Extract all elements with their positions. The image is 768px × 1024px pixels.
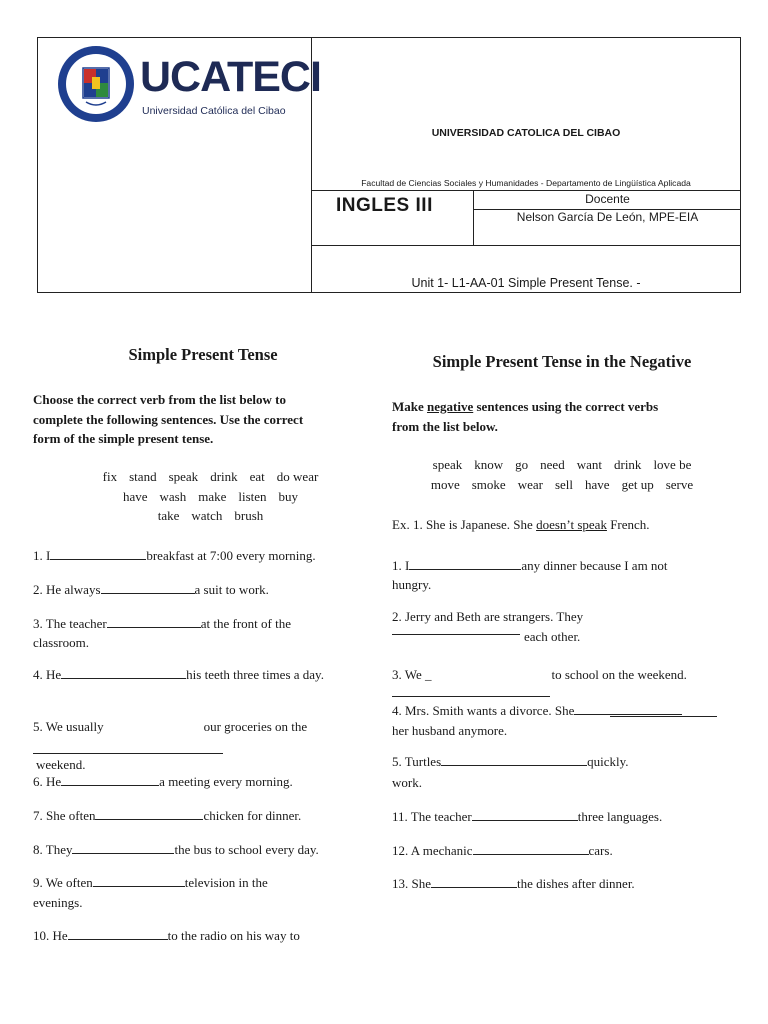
answer-blank[interactable]: [95, 807, 203, 820]
university-title: UNIVERSIDAD CATOLICA DEL CIBAO: [431, 127, 621, 139]
exercise-item: 9. We often television in the: [33, 875, 268, 890]
header-rule-1: [311, 190, 741, 191]
word-bank-item: watch: [191, 508, 223, 523]
left-word-bank: [33, 467, 388, 526]
word-bank-item: fix: [102, 469, 118, 484]
word-bank-item: smoke: [471, 476, 506, 492]
word-bank-item: do wear: [276, 469, 319, 484]
header-rule-3: [311, 245, 741, 246]
answer-blank[interactable]: [50, 547, 146, 560]
exercise-item: 5. Turtles quickly.: [392, 754, 629, 769]
exercise-item: 1. I breakfast at 7:00 every morning.: [33, 548, 316, 563]
exercise-item: 4. Mrs. Smith wants a divorce. She: [392, 701, 682, 721]
exercise-item: 1. I any dinner because I am not: [392, 558, 668, 573]
example-sentence: Ex. 1. She is Japanese. She doesn’t speak French.: [392, 517, 650, 532]
answer-blank[interactable]: [61, 666, 186, 679]
university-logo: [56, 44, 321, 126]
exercise-item: 2. He always a suit to work.: [33, 582, 269, 597]
right-word-bank: [392, 455, 732, 494]
answer-blank[interactable]: [68, 927, 168, 940]
seal-icon: [56, 44, 136, 124]
exercise-item: 5. We usually our groceries on the: [33, 719, 308, 734]
faculty-line: Facultad de Ciencias Sociales y Humanidades - Departamento de Lingüística Aplicada: [361, 178, 691, 188]
word-bank-item: buy: [278, 488, 299, 504]
answer-blank[interactable]: [574, 702, 682, 715]
answer-blank[interactable]: [392, 633, 520, 635]
word-bank-item: listen: [238, 488, 267, 504]
word-bank-item: eat: [249, 469, 265, 484]
word-bank-item: sell: [554, 476, 574, 492]
word-bank-item: love be: [653, 457, 692, 472]
word-bank-item: brush: [234, 508, 264, 523]
docente-label: Docente: [585, 192, 630, 206]
exercise-item: 2. Jerry and Beth are strangers. They: [392, 609, 584, 624]
word-bank-item: have: [585, 476, 610, 492]
word-bank-item: know: [474, 457, 504, 472]
exercise-item: 12. A mechanic cars.: [392, 843, 613, 858]
answer-blank[interactable]: [61, 773, 159, 786]
exercise-item-continuation: work.: [392, 775, 422, 790]
left-instructions: Choose the correct verb from the list below to complete the following sentences. Use the correct form of the simple present tense.: [33, 392, 304, 446]
answer-blank[interactable]: [33, 752, 223, 754]
word-bank-item: get up: [621, 476, 654, 492]
word-bank-item: drink: [613, 457, 642, 472]
answer-blank[interactable]: [93, 874, 185, 887]
word-bank-item: move: [430, 476, 460, 492]
exercise-item: 8. They the bus to school every day.: [33, 842, 319, 857]
word-bank-item: speak: [432, 457, 463, 472]
word-bank-item: want: [576, 457, 602, 472]
right-instructions: Make negative sentences using the correct verbs from the list below.: [392, 399, 659, 434]
answer-blank[interactable]: [472, 808, 578, 821]
word-bank-item: need: [540, 457, 565, 472]
answer-blank[interactable]: [107, 615, 201, 628]
answer-blank[interactable]: [101, 581, 195, 594]
answer-blank[interactable]: [409, 557, 521, 570]
exercise-item: 10. He to the radio on his way to: [33, 928, 300, 943]
exercise-item-continuation: evenings.: [33, 895, 83, 910]
brand-subtitle: Universidad Católica del Cibao: [142, 105, 286, 117]
exercise-item-continuation: classroom.: [33, 635, 89, 650]
word-bank-item: make: [198, 488, 227, 504]
exercise-item-continuation: each other.: [524, 629, 581, 644]
unit-title: Unit 1- L1-AA-01 Simple Present Tense. -: [411, 276, 641, 290]
word-bank-item: speak: [168, 469, 199, 484]
word-bank-item: stand: [129, 469, 157, 484]
word-bank-item: wash: [159, 488, 187, 504]
course-title: INGLES III: [336, 195, 433, 216]
word-bank-item: have: [122, 488, 148, 504]
exercise-item-continuation: weekend.: [36, 757, 86, 772]
answer-blank[interactable]: [610, 715, 717, 717]
exercise-item: 13. She the dishes after dinner.: [392, 876, 635, 891]
word-bank-item: wear: [517, 476, 543, 492]
answer-blank[interactable]: [431, 875, 517, 888]
exercise-item: 3. We _ to school on the weekend.: [392, 667, 687, 682]
teacher-name: Nelson García De León, MPE-EIA: [516, 210, 699, 224]
exercise-item: 7. She often chicken for dinner.: [33, 808, 302, 823]
header-box: [37, 37, 741, 293]
left-section-title: Simple Present Tense: [128, 345, 278, 364]
exercise-item: 3. The teacher at the front of the: [33, 616, 291, 631]
brand-name: UCATECI: [140, 53, 321, 101]
exercise-item-continuation: her husband anymore.: [392, 723, 508, 738]
exercise-item-continuation: hungry.: [392, 577, 432, 592]
answer-blank[interactable]: [72, 841, 174, 854]
word-bank-item: go: [515, 457, 529, 472]
word-bank-item: take: [157, 508, 180, 523]
right-section-title: Simple Present Tense in the Negative: [432, 352, 692, 371]
exercise-item: 11. The teacher three languages.: [392, 809, 663, 824]
answer-blank[interactable]: [441, 753, 587, 766]
word-bank-item: serve: [665, 476, 694, 492]
exercise-item: 6. He a meeting every morning.: [33, 774, 293, 789]
exercise-item: 4. He his teeth three times a day.: [33, 667, 324, 682]
word-bank-item: drink: [210, 469, 238, 484]
answer-blank[interactable]: [473, 842, 589, 855]
answer-blank[interactable]: [392, 695, 550, 697]
